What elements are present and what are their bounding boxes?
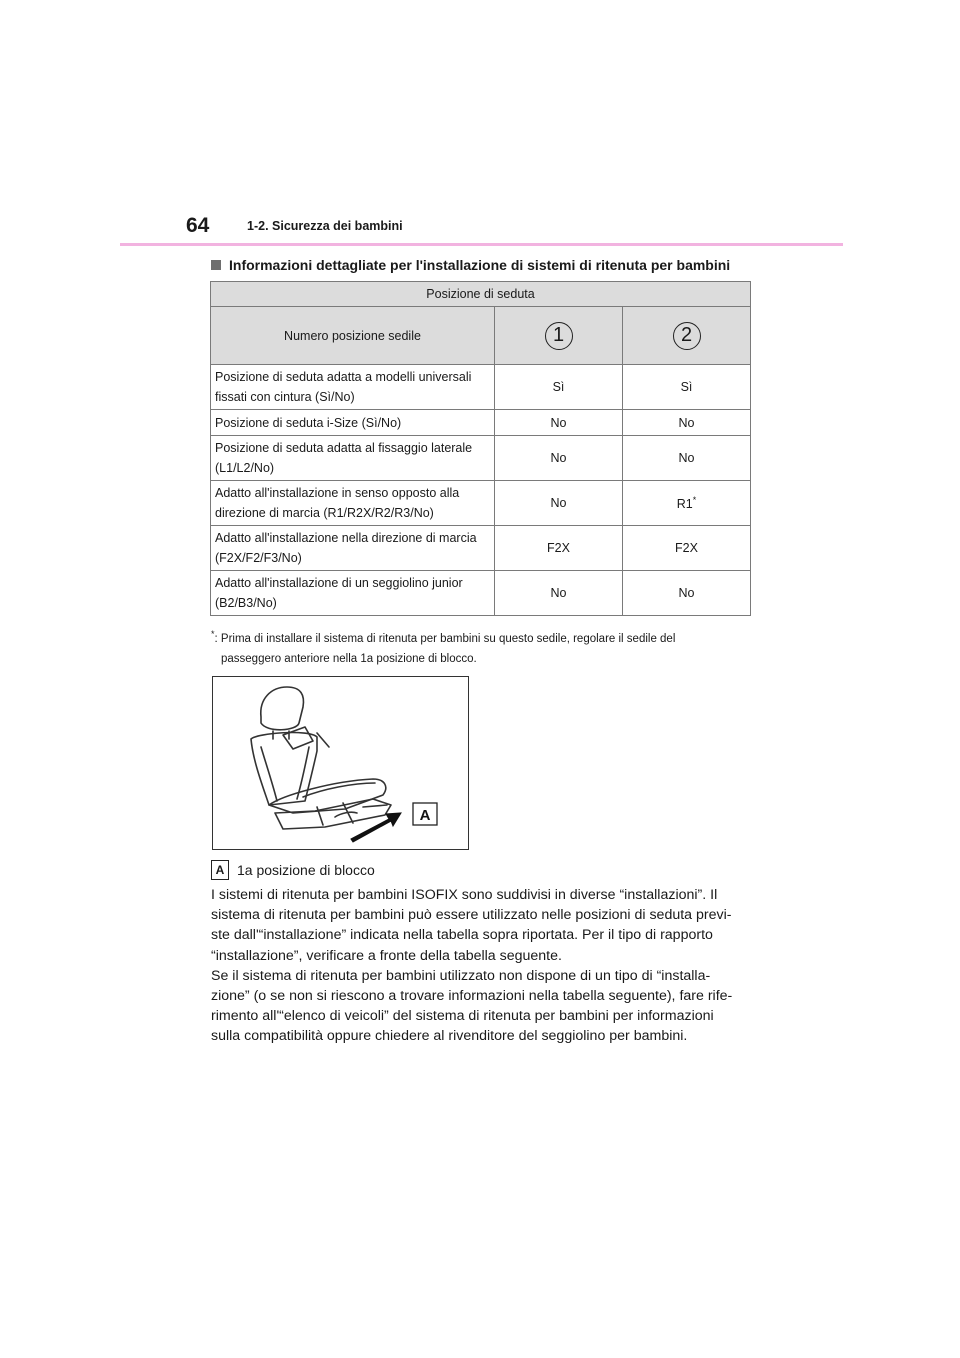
row-value-seat-2: Sì xyxy=(623,365,751,410)
header-rule xyxy=(120,243,843,246)
body-paragraph xyxy=(211,885,751,1047)
row-label: Posizione di seduta adatta al fissaggio laterale (L1/L2/No) xyxy=(211,436,495,481)
table-header-top: Posizione di seduta xyxy=(211,282,751,307)
section-title: 1-2. Sicurezza dei bambini xyxy=(247,219,403,233)
row-value-seat-1: No xyxy=(495,410,623,436)
table-row xyxy=(211,410,751,436)
seat-2-circle-icon: 2 xyxy=(673,322,701,350)
footnote xyxy=(211,624,751,669)
row-value-seat-2: F2X xyxy=(623,526,751,571)
row-label: Posizione di seduta adatta a modelli universali fissati con cintura (Sì/No) xyxy=(211,365,495,410)
footnote-line-1: : Prima di installare il sistema di ritenuta per bambini su questo sedile, regolare il sedile del xyxy=(214,632,676,645)
table-header-label: Numero posizione sedile xyxy=(211,307,495,365)
square-bullet-icon xyxy=(211,260,221,270)
seat-number-1 xyxy=(495,307,623,365)
row-value-seat-1: No xyxy=(495,571,623,616)
row-label: Adatto all'installazione nella direzione di marcia (F2X/F2/F3/No) xyxy=(211,526,495,571)
table-row xyxy=(211,365,751,410)
caption-text: 1a posizione di blocco xyxy=(237,862,375,878)
seat-illustration xyxy=(212,676,469,850)
page-number: 64 xyxy=(186,214,210,237)
caption-badge: A xyxy=(211,860,229,880)
body-line: Se il sistema di ritenuta per bambini utilizzato non dispone di un tipo di “installa- xyxy=(211,967,711,984)
row-label: Adatto all'installazione di un seggiolino junior (B2/B3/No) xyxy=(211,571,495,616)
figure-label-text: A xyxy=(419,807,431,824)
seat-1-circle-icon: 1 xyxy=(545,322,573,350)
body-line: “installazione”, verificare a fronte della tabella seguente. xyxy=(211,947,562,964)
subheading xyxy=(211,257,730,273)
row-value-seat-1: No xyxy=(495,481,623,526)
row-value-seat-2: No xyxy=(623,410,751,436)
row-value-seat-1: No xyxy=(495,436,623,481)
table-row xyxy=(211,526,751,571)
figure-caption xyxy=(211,860,375,880)
seat-number-2 xyxy=(623,307,751,365)
row-label: Adatto all'installazione in senso opposto alla direzione di marcia (R1/R2X/R2/R3/No) xyxy=(211,481,495,526)
body-line: I sistemi di ritenuta per bambini ISOFIX sono suddivisi in diverse “installazioni”. Il xyxy=(211,887,718,903)
row-value-seat-1: F2X xyxy=(495,526,623,571)
compatibility-table xyxy=(210,281,751,616)
row-value-seat-2: R1* xyxy=(623,481,751,526)
footnote-marker: * xyxy=(692,494,697,505)
table-row xyxy=(211,481,751,526)
subheading-text: Informazioni dettagliate per l'installazione di sistemi di ritenuta per bambini xyxy=(229,257,731,273)
body-line: zione” (o se non si riescono a trovare informazioni nella tabella seguente), fare rife- xyxy=(211,988,733,1005)
row-value-seat-2: No xyxy=(623,436,751,481)
table-row xyxy=(211,436,751,481)
table-row xyxy=(211,571,751,616)
body-line: rimento all'“elenco di veicoli” del sistema di ritenuta per bambini per informazioni xyxy=(211,1008,714,1025)
body-line: ste dall'“installazione” indicata nella tabella sopra riportata. Per il tipo di rapporto xyxy=(211,927,713,944)
row-value-seat-2: No xyxy=(623,571,751,616)
footnote-star: * xyxy=(211,629,215,639)
row-value-seat-1: Sì xyxy=(495,365,623,410)
car-seat-icon xyxy=(213,677,468,849)
body-line: sulla compatibilità oppure chiedere al rivenditore del seggiolino per bambini. xyxy=(211,1028,688,1045)
body-line: sistema di ritenuta per bambini può essere utilizzato nelle posizioni di seduta previ- xyxy=(211,907,732,924)
row-label: Posizione di seduta i-Size (Sì/No) xyxy=(211,410,495,436)
footnote-line-2: passeggero anteriore nella 1a posizione di blocco. xyxy=(221,652,477,665)
